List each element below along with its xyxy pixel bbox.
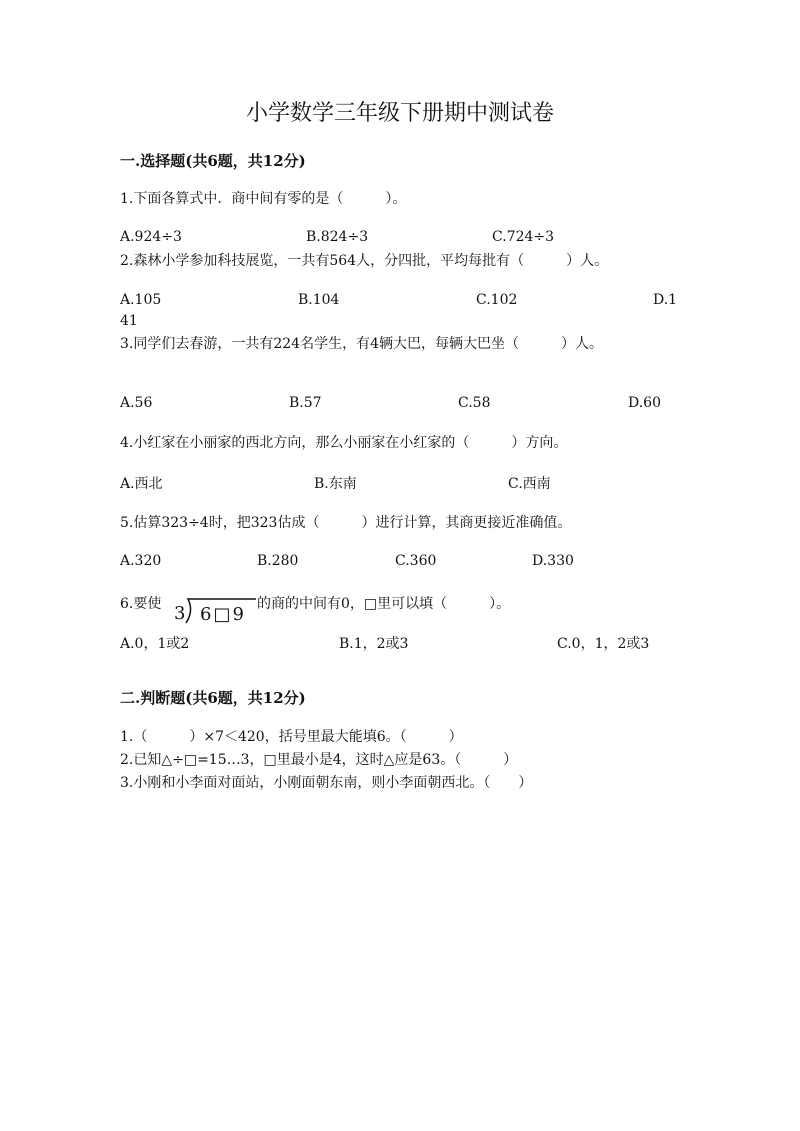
- option-3b: B.57: [289, 395, 322, 411]
- question-2: 2.森林小学参加科技展览，一共有564人，分四批，平均每批有（ ）人。: [120, 253, 609, 269]
- option-2a: A.105: [120, 292, 162, 308]
- option-1b: B.824÷3: [306, 229, 369, 245]
- option-5d: D.330: [532, 553, 574, 569]
- judgement-1: 1.（ ）×7＜420，括号里最大能填6。（ ）: [120, 729, 463, 745]
- option-6a: A.0，1或2: [120, 636, 190, 652]
- option-2b: B.104: [298, 292, 340, 308]
- option-3c: C.58: [458, 395, 491, 411]
- option-3a: A.56: [120, 395, 153, 411]
- section-heading-choice: 一.选择题(共6题，共12分): [120, 152, 306, 170]
- option-6b: B.1，2或3: [339, 636, 409, 652]
- divisor: 3: [174, 603, 186, 624]
- long-division-figure: [172, 597, 258, 627]
- option-4c: C.西南: [508, 476, 551, 492]
- option-2d: D.1: [653, 292, 678, 308]
- dividend: 6□9: [200, 604, 246, 625]
- page-title: 小学数学三年级下册期中测试卷: [245, 101, 554, 126]
- section-heading-judgement: 二.判断题(共6题，共12分): [120, 689, 306, 707]
- option-5a: A.320: [120, 553, 162, 569]
- option-1c: C.724÷3: [492, 229, 555, 245]
- option-6c: C.0，1，2或3: [557, 636, 650, 652]
- option-3d: D.60: [628, 395, 661, 411]
- judgement-3: 3.小刚和小李面对面站，小刚面朝东南，则小李面朝西北。（ ）: [120, 775, 533, 791]
- question-3: 3.同学们去春游，一共有224名学生，有4辆大巴，每辆大巴坐（ ）人。: [120, 336, 603, 352]
- option-2d-wrap: 41: [120, 313, 138, 329]
- option-4a: A.西北: [120, 476, 163, 492]
- option-4b: B.东南: [314, 476, 357, 492]
- question-5: 5.估算323÷4时，把323估成（ ）进行计算，其商更接近准确值。: [120, 515, 572, 531]
- option-5b: B.280: [257, 553, 299, 569]
- question-6-suffix: 的商的中间有0，□里可以填（ ）。: [257, 596, 511, 612]
- question-4: 4.小红家在小丽家的西北方向，那么小丽家在小红家的（ ）方向。: [120, 435, 568, 451]
- question-1: 1.下面各算式中．商中间有零的是（ ）。: [120, 191, 407, 207]
- option-1a: A.924÷3: [120, 229, 182, 245]
- judgement-2: 2.已知△÷□=15…3，□里最小是4，这时△应是63。（ ）: [120, 752, 518, 768]
- option-5c: C.360: [395, 553, 437, 569]
- question-6-prefix: 6.要使: [120, 596, 162, 612]
- option-2c: C.102: [476, 292, 518, 308]
